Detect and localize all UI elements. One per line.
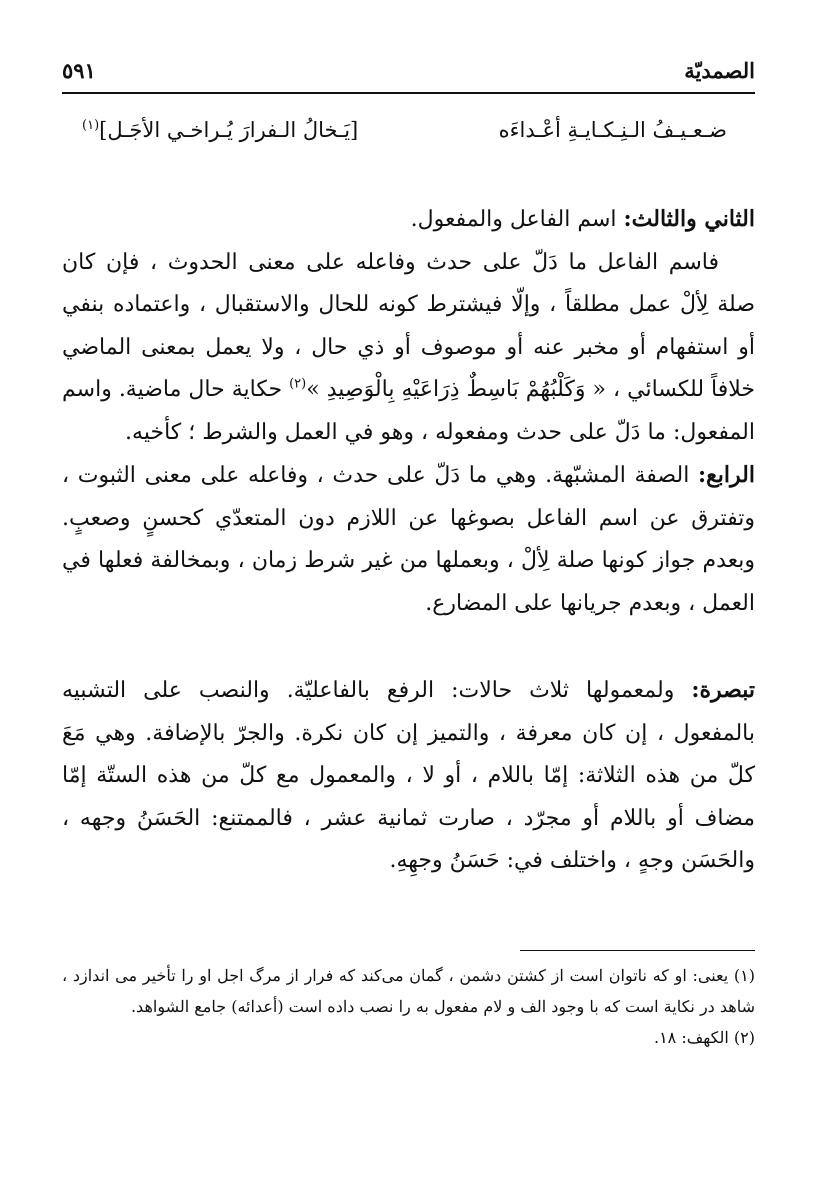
body-text: الصفة المشبّهة. وهي ما دَلّ على حدث ، وفاعله على معنى الثبوت ، وتفترق عن اسم الفاعل بصوغها عن اللازم دون المتعدّي كحسنٍ وصعبٍ. وبعدم جواز كونها صلة لِألْ ، وبعملها من غير شرط زمان ، وبمخالفة فعلها في العمل ، وبعدم جريانها على المضارع. bbox=[62, 463, 755, 616]
footnotes bbox=[62, 960, 755, 1053]
section-four bbox=[62, 454, 755, 625]
footnote-ref-1[interactable]: (١) bbox=[82, 118, 100, 133]
header-rule bbox=[62, 92, 755, 94]
spacer bbox=[62, 625, 755, 669]
footnote-ref-2[interactable]: (٢) bbox=[289, 376, 307, 392]
body-text: فاسم الفاعل ما دَلّ على حدث وفاعله على معنى الحدوث ، فإن كان صلة لِألْ عمل مطلقاً ، وإلّا فيشترط كونه للحال والاستقبال ، واعتماده بنفي أو استفهام أو مخبر عنه أو موصوف أو ذي حال ، ولا يعمل بمعنى الماضي خلافاً للكسائي ، « وَكَلْبُهُمْ بَاسِطٌ ذِرَاعَيْهِ بِالْوَصِيدِ » bbox=[62, 249, 755, 402]
footnote-1: (١) يعنى: او كه ناتوان است از كشتن دشمن ، گمان مى‌كند كه فرار از مرگ اجل او را تأخير مى اندازد ، شاهد در نكاية است كه با وجود الف و لام مفعول به را نصب داده است (أعدائه) جامع الشواهد. bbox=[62, 966, 755, 1016]
section-two-three-heading-line bbox=[62, 198, 755, 242]
body-text: ولمعمولها ثلاث حالات: الرفع بالفاعليّة. والنصب على التشبيه بالمفعول ، إن كان معرفة ، والتميز إن كان نكرة. والجرّ بالإضافة. وهي مَعَ كلّ من هذه الثلاثة: إمّا باللام ، أو لا ، والمعمول مع كلّ من هذه الستّة إمّا مضاف أو باللام أو مجرّد ، صارت ثمانية عشر ، فالممتنع: الحَسَنُ وجهه ، والحَسَن وجهٍ ، واختلف في: حَسَنُ وجهِهِ. bbox=[62, 678, 755, 873]
verse-second-hemistich-text: [يَـخالُ الـفرارَ يُـراخـي الأجَـل] bbox=[99, 118, 359, 142]
section-heading-rest: اسم الفاعل والمفعول. bbox=[410, 207, 624, 232]
section-heading: الرابع: bbox=[697, 462, 755, 488]
page-number: ٥٩١ bbox=[62, 58, 96, 83]
footnote-rule bbox=[520, 950, 755, 951]
footnote-2: (٢) الكهف: ١٨. bbox=[653, 1028, 755, 1047]
insight-paragraph bbox=[62, 669, 755, 883]
poetry-verse bbox=[82, 118, 727, 158]
body-text: حكاية حال ماضية. واسم المفعول: ما دَلّ على حدث ومفعوله ، وهو في العمل والشرط ؛ كأخيه. bbox=[62, 377, 755, 445]
verse-first-hemistich: ضـعـيـفُ الـنِـكـايـةِ أعْـداءَه bbox=[498, 118, 727, 142]
running-title: الصمديّة bbox=[684, 58, 755, 83]
main-text bbox=[62, 198, 755, 883]
section-two-three-body bbox=[62, 242, 755, 455]
insight-heading: تبصرة: bbox=[691, 677, 755, 703]
page-header bbox=[62, 52, 755, 88]
verse-second-hemistich bbox=[82, 118, 358, 142]
section-heading: الثاني والثالث: bbox=[623, 206, 755, 232]
